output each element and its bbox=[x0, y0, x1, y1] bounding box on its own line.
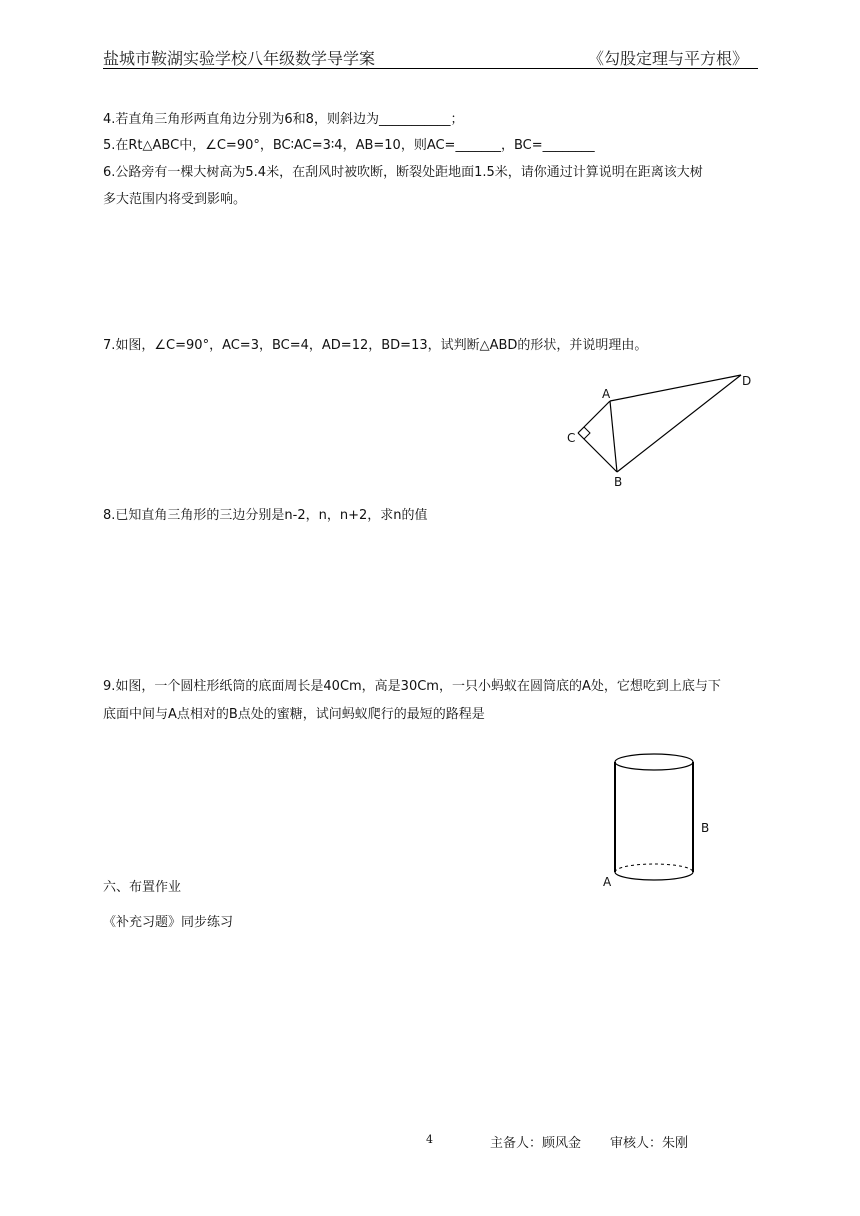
section-6-item: 《补充习题》同步练习 bbox=[103, 915, 234, 930]
question-7: 7.如图，∠C=90°，AC=3，BC=4，AD=12，BD=13，试判断△ABD的形状，并说明理由。 bbox=[103, 338, 648, 353]
question-6-line-2: 多大范围内将受到影响。 bbox=[103, 192, 247, 207]
cylinder-bottom-back bbox=[615, 864, 693, 872]
page-number: 4 bbox=[426, 1133, 433, 1146]
cylinder-top bbox=[615, 754, 693, 770]
label-A: A bbox=[602, 387, 611, 401]
question-9-line-1: 9.如图，一个圆柱形纸筒的底面周长是40Cm，高是30Cm，一只小蚂蚁在圆筒底的A处，它想吃到上底与下 bbox=[103, 679, 721, 694]
footer-reviewer: 审核人：朱刚 bbox=[610, 1136, 689, 1151]
footer-preparer: 主备人：顾风金 bbox=[490, 1136, 582, 1151]
question-8: 8.已知直角三角形的三边分别是n-2，n，n+2，求n的值 bbox=[103, 508, 428, 523]
label-D: D bbox=[742, 374, 752, 388]
figure-9-cylinder-diagram bbox=[595, 745, 725, 895]
label-B: B bbox=[614, 475, 623, 489]
header-divider bbox=[103, 68, 758, 69]
cylinder-bottom-front bbox=[615, 872, 693, 880]
header-left-title: 盐城市鞍湖实验学校八年级数学导学案 bbox=[103, 49, 376, 68]
figure-7-triangle-diagram bbox=[560, 370, 760, 490]
label-A: A bbox=[603, 875, 612, 889]
section-6-title: 六、布置作业 bbox=[103, 880, 182, 895]
segment-AC bbox=[578, 401, 610, 433]
question-6-line-1: 6.公路旁有一棵大树高为5.4米，在刮风时被吹断，断裂处距地面1.5米，请你通过计算说明在距离该大树 bbox=[103, 165, 703, 180]
question-9-line-2: 底面中间与A点相对的B点处的蜜糖，试问蚂蚁爬行的最短的路程是 bbox=[103, 707, 485, 722]
header-right-title: 《勾股定理与平方根》 bbox=[588, 49, 749, 68]
segment-AD bbox=[610, 375, 741, 401]
segment-BD bbox=[617, 375, 741, 472]
label-C: C bbox=[567, 431, 576, 445]
question-4: 4.若直角三角形两直角边分别为6和8，则斜边为___________； bbox=[103, 112, 464, 127]
segment-CB bbox=[578, 433, 617, 472]
right-angle-mark bbox=[584, 427, 590, 439]
question-5: 5.在Rt△ABC中，∠C=90°，BC∶AC=3∶4，AB=10，则AC=_______，BC=________ bbox=[103, 138, 595, 153]
segment-AB bbox=[610, 401, 617, 472]
label-B: B bbox=[701, 821, 710, 835]
